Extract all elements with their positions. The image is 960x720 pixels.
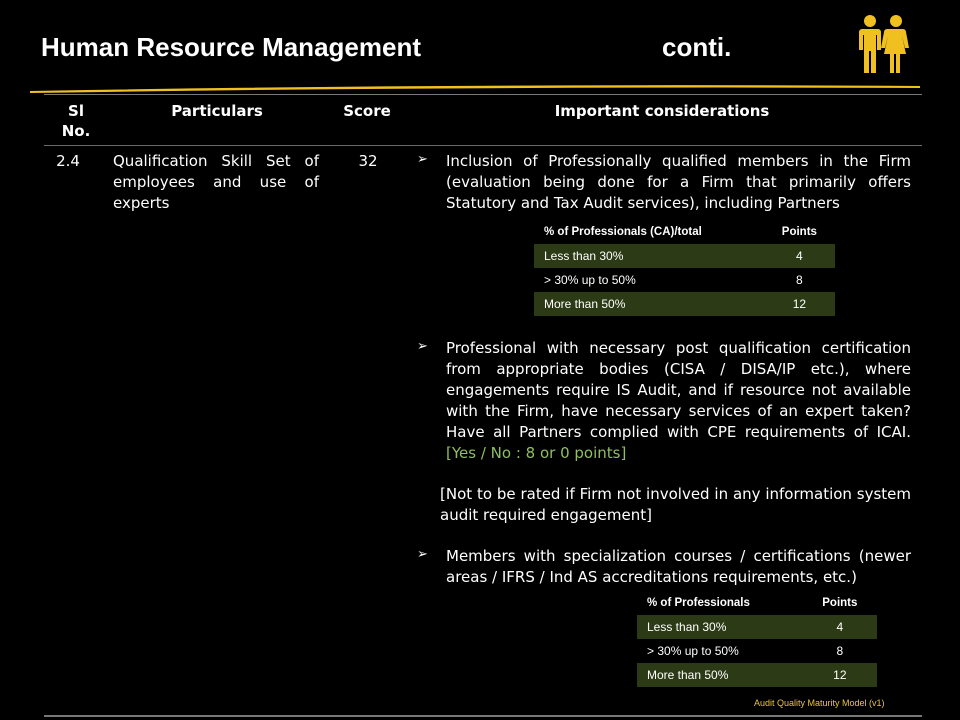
- row-sl-no: 2.4: [56, 152, 80, 170]
- table-row: [637, 639, 877, 663]
- arrow-bullet-icon: ➢: [417, 152, 428, 167]
- table-row: [534, 268, 835, 292]
- header-sl-no: Sl No.: [61, 102, 91, 140]
- table-cell: > 30% up to 50%: [637, 639, 803, 663]
- ca-points-table: [534, 220, 835, 316]
- people-icon: [856, 14, 910, 74]
- header-particulars: Particulars: [171, 102, 263, 120]
- table-cell: More than 50%: [534, 292, 764, 316]
- arrow-bullet-icon: ➢: [417, 339, 428, 354]
- table-row: [534, 292, 835, 316]
- table-top-rule: [44, 94, 922, 95]
- row-score: 32: [358, 152, 378, 170]
- table-cell: 8: [764, 268, 835, 292]
- arrow-bullet-icon: ➢: [417, 547, 428, 562]
- consideration-1-text: Inclusion of Professionally qualified members in the Firm (evaluation being done for a Firm that primarily offers Statutory and Tax Audit services), including Partners: [446, 152, 911, 212]
- table-header-cell: Points: [803, 591, 877, 615]
- consideration-3-text: Members with specialization courses / certifications (newer areas / IFRS / Ind AS accreditations requirements, etc.): [446, 547, 911, 586]
- consideration-2-points: [Yes / No : 8 or 0 points]: [446, 444, 627, 462]
- table-cell: 8: [803, 639, 877, 663]
- consideration-2-text: Professional with necessary post qualification certification from appropriate bodies (CISA / DISA/IP etc.), where engagements require IS Audit, and if resource not available with the Firm, have necessary services of an expert taken? Have all Partners complied with CPE requirements of ICAI. [Yes / No : 8 or 0 points]: [446, 339, 911, 462]
- header-score: Score: [343, 102, 391, 120]
- slide-title: Human Resource Management: [41, 32, 421, 62]
- table-cell: > 30% up to 50%: [534, 268, 764, 292]
- decorative-swoosh: [30, 82, 920, 94]
- table-cell: 4: [764, 244, 835, 268]
- table-header-row: [637, 591, 877, 615]
- table-header-cell: % of Professionals (CA)/total: [534, 220, 764, 244]
- table-row: [637, 615, 877, 639]
- header-considerations: Important considerations: [554, 102, 770, 120]
- table-header-cell: Points: [764, 220, 835, 244]
- table-header-cell: % of Professionals: [637, 591, 803, 615]
- table-cell: Less than 30%: [637, 615, 803, 639]
- table-cell: 12: [803, 663, 877, 687]
- header-rule: [44, 145, 922, 146]
- table-row: [534, 244, 835, 268]
- slide-title-suffix: conti.: [662, 32, 732, 62]
- table-bottom-rule: [44, 715, 922, 717]
- slide-footer: Audit Quality Maturity Model (v1): [754, 698, 885, 708]
- table-cell: 12: [764, 292, 835, 316]
- specialization-points-table: [637, 591, 877, 687]
- table-header-row: [534, 220, 835, 244]
- consideration-2-note: [Not to be rated if Firm not involved in any information system audit required engagement]: [440, 485, 911, 524]
- table-cell: Less than 30%: [534, 244, 764, 268]
- table-row: [637, 663, 877, 687]
- row-particulars: Qualification Skill Set of employees and use of experts: [113, 152, 319, 212]
- table-cell: More than 50%: [637, 663, 803, 687]
- table-cell: 4: [803, 615, 877, 639]
